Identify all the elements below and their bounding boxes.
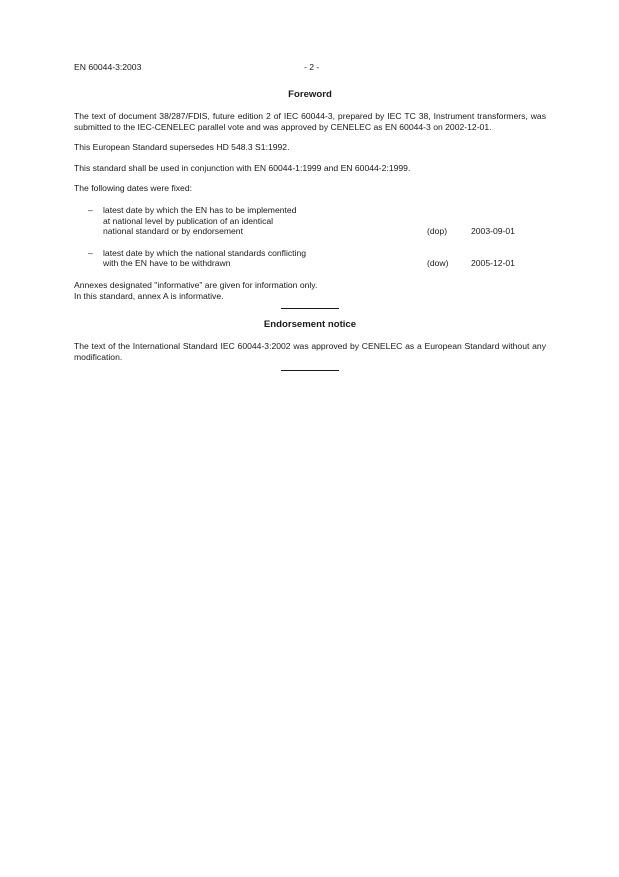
section-divider — [281, 370, 339, 371]
list-item-line: national standard or by endorsement — [103, 226, 243, 237]
list-item-text — [103, 205, 403, 237]
page-number: - 2 - — [304, 62, 320, 72]
foreword-paragraph-1: The text of document 38/287/FDIS, future edition 2 of IEC 60044-3, prepared by IEC TC 38, Instrument transformers, was submitted to the IEC-CENELEC parallel vote and was approved by CENELEC as EN 60044-3 on 2002-12-01. — [74, 111, 546, 132]
endorsement-paragraph: The text of the International Standard IEC 60044-3:2002 was approved by CENELEC as a European Standard without any modification. — [74, 341, 546, 362]
annex-line: Annexes designated "informative" are given for information only. — [74, 279, 318, 290]
date-code: (dop) — [427, 226, 448, 237]
list-item-line: latest date by which the national standards conflicting — [103, 247, 307, 258]
date-code: (dow) — [427, 258, 449, 269]
list-item-line: latest date by which the EN has to be implemented — [103, 204, 297, 215]
list-item-dow — [74, 248, 546, 269]
list-dash: – — [88, 247, 93, 258]
foreword-paragraph-2: This European Standard supersedes HD 548.3 S1:1992. — [74, 142, 290, 153]
annex-note — [74, 280, 546, 301]
annex-line: In this standard, annex A is informative. — [74, 290, 224, 301]
list-item-text — [103, 248, 403, 269]
document-id: EN 60044-3:2003 — [74, 62, 142, 72]
list-item-line: with the EN have to be withdrawn — [103, 258, 231, 269]
foreword-title: Foreword — [288, 89, 332, 100]
foreword-paragraph-3: This standard shall be used in conjunction with EN 60044-1:1999 and EN 60044-2:1999. — [74, 162, 411, 173]
list-item-line: at national level by publication of an identical — [103, 215, 274, 226]
date-value: 2003-09-01 — [471, 226, 515, 237]
foreword-paragraph-4: The following dates were fixed: — [74, 183, 192, 194]
endorsement-title: Endorsement notice — [263, 319, 357, 331]
list-item-dop — [74, 205, 546, 237]
list-dash: – — [88, 204, 93, 215]
section-divider — [281, 308, 339, 309]
document-page — [74, 62, 546, 371]
page-header — [74, 62, 546, 74]
dates-list — [74, 205, 546, 269]
date-value: 2005-12-01 — [471, 258, 515, 269]
